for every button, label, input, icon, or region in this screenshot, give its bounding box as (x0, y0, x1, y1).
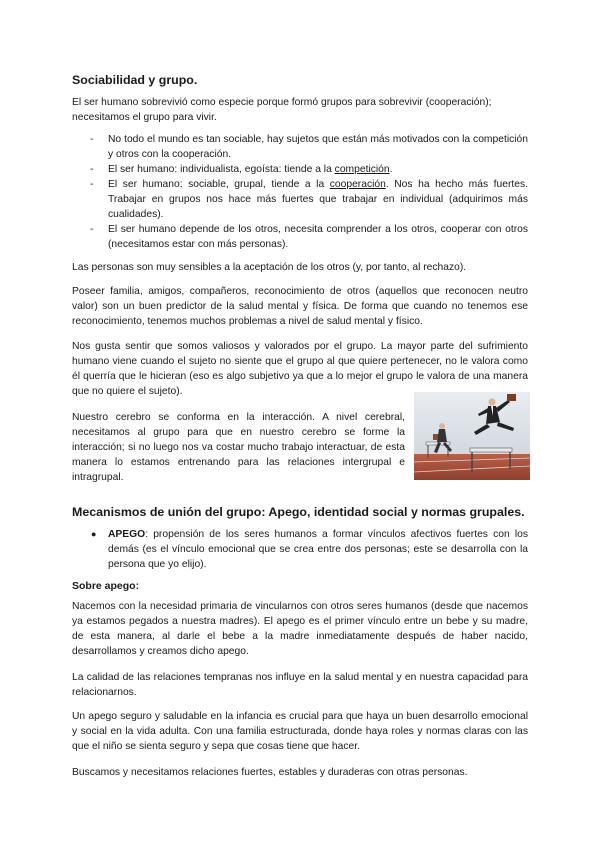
list-item-text-pre: El ser humano: sociable, grupal, tiende a la (108, 179, 330, 190)
paragraph-valorados: Nos gusta sentir que somos valiosos y valorados por el grupo. La mayor parte del sufrimiento humano viene cuando el sujeto no siente que el grupo al que quiere pertenecer, no le valora como él querría que le hicieran (eso es algo subjetivo ya que a lo mejor el grupo le valora de una manera que no quiere el sujeto). (72, 341, 528, 397)
paragraph-buscamos: Buscamos y necesitamos relaciones fuertes, estables y duraderas con otras personas. (72, 767, 468, 778)
list-item-text-pre: El ser humano: individualista, egoísta: tiende a la (108, 164, 335, 175)
bullet-list (72, 527, 528, 572)
dash-marker: - (90, 164, 94, 175)
dash-marker: - (90, 134, 94, 145)
cooperacion-link[interactable]: cooperación (329, 179, 386, 190)
paragraph-nacemos: Nacemos con la necesidad primaria de vincularnos con otros seres humanos (desde que nacemos ya estamos pegados a nuestra madres). El apego es el primer vínculo entre un bebe y su madre, de esta manera, al darle el bebe a la madre inmediatamente después de haber nacido, desarrollamos y creamos dicho apego. (72, 601, 528, 657)
dash-marker: - (90, 179, 94, 190)
list-item-text: No todo el mundo es tan sociable, hay sujetos que están más motivados con la competición y otros con la cooperación. (108, 134, 528, 160)
intro-paragraph: El ser humano sobrevivió como especie porque formó grupos para sobrevivir (cooperación); necesitamos el grupo para vivir. (72, 97, 492, 123)
list-item (72, 132, 528, 162)
list-item-text-post: . Nos ha hecho más fuertes. Trabajar en grupos nos hace más fuertes que trabajar en individual (adquirimos más cualidades). (108, 179, 528, 220)
apego-term: APEGO (108, 529, 146, 540)
section-title-sociabilidad: Sociabilidad y grupo. (72, 73, 198, 87)
list-item (72, 527, 528, 572)
section-title-mecanismos: Mecanismos de unión del grupo: Apego, identidad social y normas grupales. (72, 505, 525, 519)
dash-marker: - (90, 224, 94, 235)
dash-list (72, 132, 528, 252)
competition-photo (414, 392, 530, 480)
paragraph-aceptacion: Las personas son muy sensibles a la aceptación de los otros (y, por tanto, al rechazo). (72, 262, 467, 273)
apego-definition: : propensión de los seres humanos a formar vínculos afectivos fuertes con los demás (es el vínculo emocional que se crea entre dos personas; este se desarrolla con la persona que yo elijo). (108, 529, 528, 570)
paragraph-familia: Poseer familia, amigos, compañeros, reconocimiento de otros (aquellos que reconocen neutro valor) son un buen predictor de la salud mental y física. De forma que cuando no tenemos ese reconocimiento, tenemos muchos problemas a nivel de salud mental y físico. (72, 286, 528, 327)
paragraph-calidad: La calidad de las relaciones tempranas nos influye en la salud mental y en nuestra capacidad para relacionarnos. (72, 672, 528, 698)
list-item (72, 177, 528, 222)
list-item-text: El ser humano depende de los otros, necesita comprender a los otros, cooperar con otros (necesitamos estar con más personas). (108, 224, 528, 250)
list-item (72, 222, 528, 252)
paragraph-cerebro: Nuestro cerebro se conforma en la interacción. A nivel cerebral, necesitamos al grupo para que en nuestro cerebro se forme la interacción; si no luego nos va costar mucho trabajo interactuar, de esta manera lo estamos entrenando para las relaciones intergrupal e intragrupal. (72, 412, 405, 483)
paragraph-apego-seguro: Un apego seguro y saludable en la infancia es crucial para que haya un buen desarrollo emocional y social en la vida adulta. Con una familia estructurada, donde haya roles y normas claras con las que el niño se sienta seguro y sepa que cosas tiene que hacer. (72, 711, 528, 752)
list-item (72, 162, 528, 177)
list-item-text-post: . (389, 164, 393, 175)
subtitle-sobre-apego: Sobre apego: (72, 580, 140, 592)
bullet-marker: ● (91, 529, 97, 539)
competicion-link[interactable]: competición (334, 164, 390, 175)
